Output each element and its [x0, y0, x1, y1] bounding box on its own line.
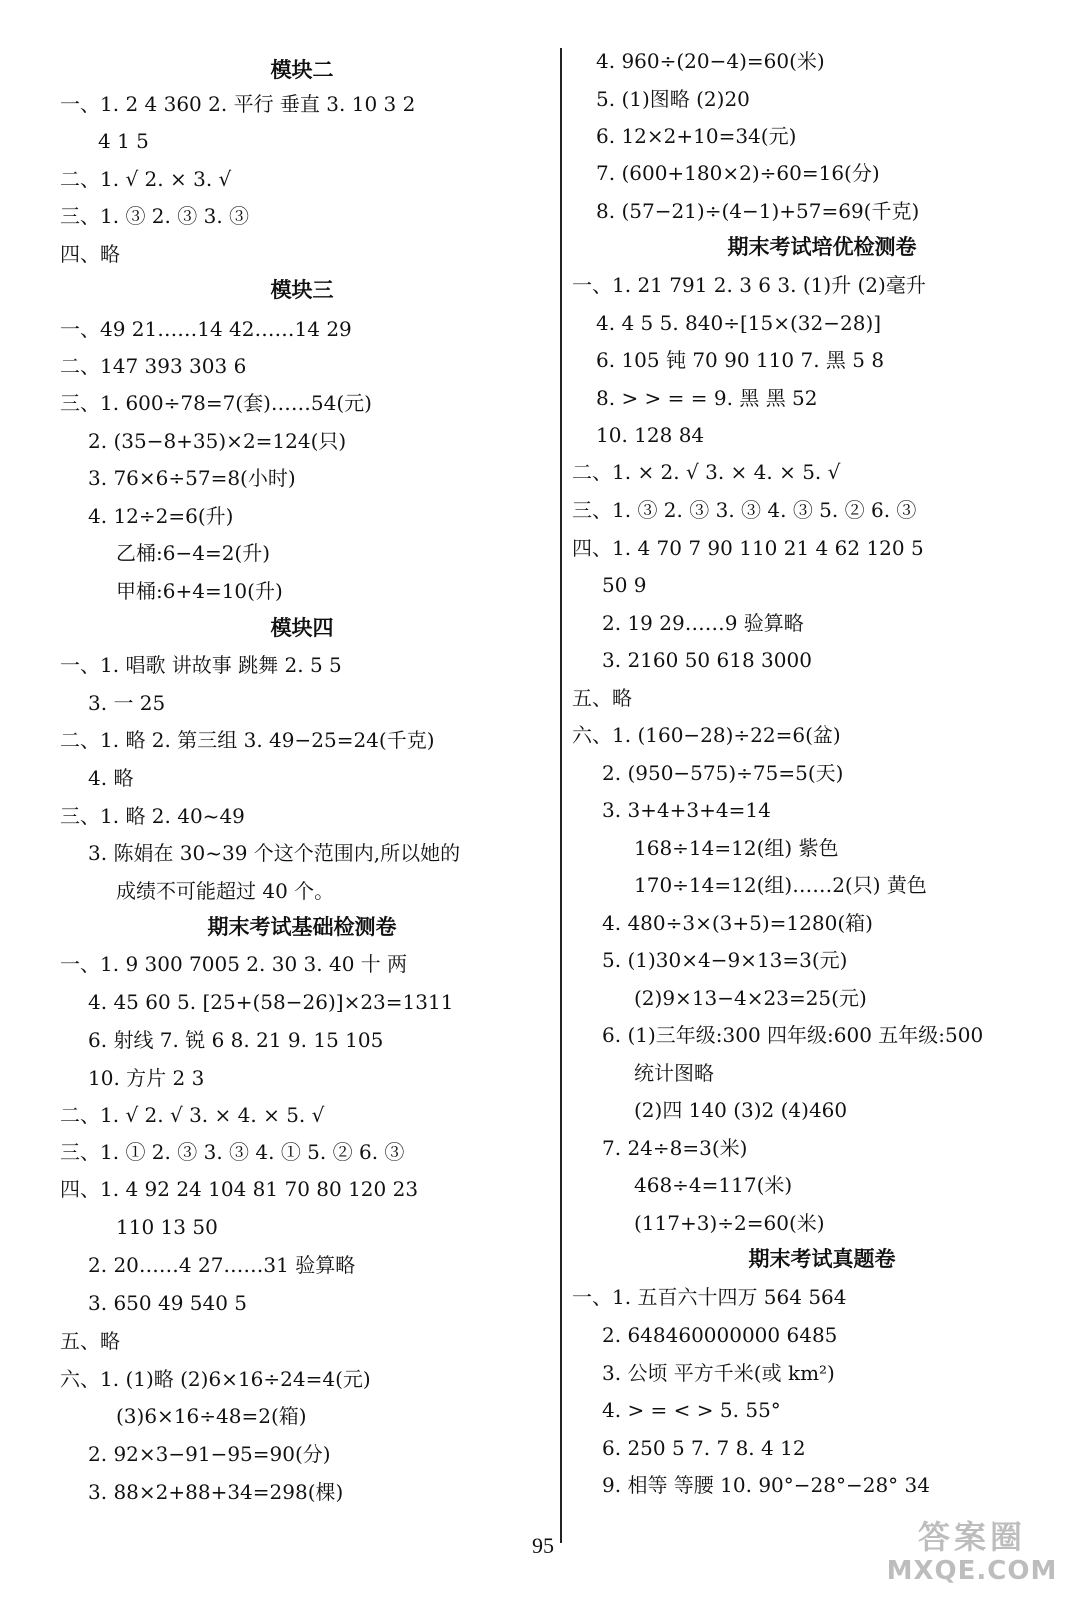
answer-line: 6. 105 钝 70 90 110 7. 黑 5 8 [596, 348, 885, 372]
answer-line: 2. 20……4 27……31 验算略 [88, 1253, 356, 1277]
answer-line: 四、略 [60, 242, 120, 266]
answer-line: 三、1. ① 2. ③ 3. ③ 4. ① 5. ② 6. ③ [60, 1140, 405, 1164]
answer-line: 6. 250 5 7. 7 8. 4 12 [602, 1436, 806, 1460]
answer-line: (3)6×16÷48=2(箱) [116, 1404, 307, 1428]
answer-line: 3. 陈娟在 30~39 个这个范围内,所以她的 [88, 841, 461, 865]
answer-line: 3. 一 25 [88, 691, 166, 715]
answer-line: 8. (57−21)÷(4−1)+57=69(千克) [596, 199, 920, 223]
answer-line: 甲桶:6+4=10(升) [116, 579, 283, 603]
answer-line: 170÷14=12(组)……2(只) 黄色 [634, 873, 927, 897]
answer-line: 2. 92×3−91−95=90(分) [88, 1442, 331, 1466]
answer-line: 二、147 393 303 6 [60, 354, 247, 378]
watermark-logo [872, 1512, 1072, 1594]
section-heading: 期末考试培优检测卷 [727, 235, 917, 259]
answer-line: 五、略 [60, 1329, 120, 1353]
answer-line: 2. (35−8+35)×2=124(只) [88, 429, 347, 453]
answer-line: 3. 公顷 平方千米(或 km²) [602, 1361, 835, 1385]
answer-line: 2. (950−575)÷75=5(天) [602, 761, 844, 785]
answer-line: 3. 3+4+3+4=14 [602, 798, 771, 822]
answer-line: 9. 相等 等腰 10. 90°−28°−28° 34 [602, 1473, 930, 1497]
answer-line: 一、1. 2 4 360 2. 平行 垂直 3. 10 3 2 [60, 92, 416, 116]
page-number: 95 [532, 1533, 554, 1558]
watermark-title: 答案圈 [917, 1518, 1026, 1556]
answer-line: 二、1. √ 2. × 3. √ [60, 167, 232, 191]
answer-line: 4. 45 60 5. [25+(58−26)]×23=1311 [88, 990, 454, 1014]
answer-line: 4. 4 5 5. 840÷[15×(32−28)] [596, 311, 882, 335]
section-heading: 期末考试基础检测卷 [207, 915, 397, 939]
answer-line: 二、1. × 2. √ 3. × 4. × 5. √ [572, 460, 841, 484]
answer-line: 6. 射线 7. 锐 6 8. 21 9. 15 105 [88, 1028, 384, 1052]
answer-line: 六、1. (160−28)÷22=6(盆) [572, 723, 841, 747]
answer-line: 三、1. 略 2. 40~49 [60, 804, 245, 828]
answer-line: 2. 19 29……9 验算略 [602, 611, 804, 635]
answer-line: 三、1. ③ 2. ③ 3. ③ [60, 204, 250, 228]
answer-line: 4. 960÷(20−4)=60(米) [596, 49, 825, 73]
column-divider [560, 48, 562, 1543]
answer-line: 二、1. √ 2. √ 3. × 4. × 5. √ [60, 1103, 325, 1127]
answer-line: 4 1 5 [98, 129, 149, 153]
answer-line: 四、1. 4 92 24 104 81 70 80 120 23 [60, 1177, 419, 1201]
answer-line: 3. 650 49 540 5 [88, 1291, 248, 1315]
answer-line: 三、1. 600÷78=7(套)……54(元) [60, 391, 372, 415]
section-heading: 期末考试真题卷 [748, 1247, 896, 1271]
section-heading: 模块三 [270, 278, 334, 302]
answer-line: 一、1. 唱歌 讲故事 跳舞 2. 5 5 [60, 653, 342, 677]
answer-line: 3. 76×6÷57=8(小时) [88, 466, 296, 490]
answer-line: 一、1. 五百六十四万 564 564 [572, 1285, 847, 1309]
answer-line: (117+3)÷2=60(米) [634, 1211, 825, 1235]
answer-line: 5. (1)30×4−9×13=3(元) [602, 948, 848, 972]
answer-line: 168÷14=12(组) 紫色 [634, 836, 839, 860]
answer-line: 六、1. (1)略 (2)6×16÷24=4(元) [60, 1367, 371, 1391]
answer-line: 4. 略 [88, 766, 134, 790]
answer-line: 二、1. 略 2. 第三组 3. 49−25=24(千克) [60, 728, 435, 752]
answer-line: 四、1. 4 70 7 90 110 21 4 62 120 5 [572, 536, 924, 560]
answer-line: (2)四 140 (3)2 (4)460 [634, 1098, 848, 1122]
answer-line: 五、略 [572, 686, 632, 710]
answer-line: 6. (1)三年级:300 四年级:600 五年级:500 [602, 1023, 984, 1047]
answer-line: 6. 12×2+10=34(元) [596, 124, 797, 148]
answer-line: 50 9 [602, 573, 647, 597]
answer-line: 三、1. ③ 2. ③ 3. ③ 4. ③ 5. ② 6. ③ [572, 498, 917, 522]
answer-line: 468÷4=117(米) [634, 1173, 793, 1197]
answer-line: 4. > = < > 5. 55° [602, 1398, 781, 1422]
answer-line: (2)9×13−4×23=25(元) [634, 986, 867, 1010]
section-heading: 模块二 [270, 58, 334, 82]
answer-line: 一、1. 21 791 2. 3 6 3. (1)升 (2)毫升 [572, 273, 926, 297]
answer-line: 7. (600+180×2)÷60=16(分) [596, 161, 880, 185]
watermark-url: MXQE.COM [886, 1556, 1058, 1586]
answer-line: 2. 648460000000 6485 [602, 1323, 838, 1347]
answer-line: 乙桶:6−4=2(升) [116, 541, 271, 565]
answer-line: 3. 2160 50 618 3000 [602, 648, 812, 672]
answer-line: 5. (1)图略 (2)20 [596, 87, 750, 111]
answer-line: 4. 480÷3×(3+5)=1280(箱) [602, 911, 873, 935]
section-heading: 模块四 [270, 616, 334, 640]
answer-line: 成绩不可能超过 40 个。 [116, 879, 335, 903]
answer-line: 统计图略 [634, 1061, 714, 1085]
answer-line: 10. 128 84 [596, 423, 705, 447]
answer-line: 7. 24÷8=3(米) [602, 1136, 748, 1160]
answer-line: 4. 12÷2=6(升) [88, 504, 234, 528]
answer-line: 10. 方片 2 3 [88, 1066, 205, 1090]
answer-line: 110 13 50 [116, 1215, 218, 1239]
answer-line: 一、49 21……14 42……14 29 [60, 317, 352, 341]
answer-line: 一、1. 9 300 7005 2. 30 3. 40 十 两 [60, 952, 408, 976]
answer-line: 8. > > = = 9. 黑 黑 52 [596, 386, 818, 410]
answer-line: 3. 88×2+88+34=298(棵) [88, 1480, 344, 1504]
